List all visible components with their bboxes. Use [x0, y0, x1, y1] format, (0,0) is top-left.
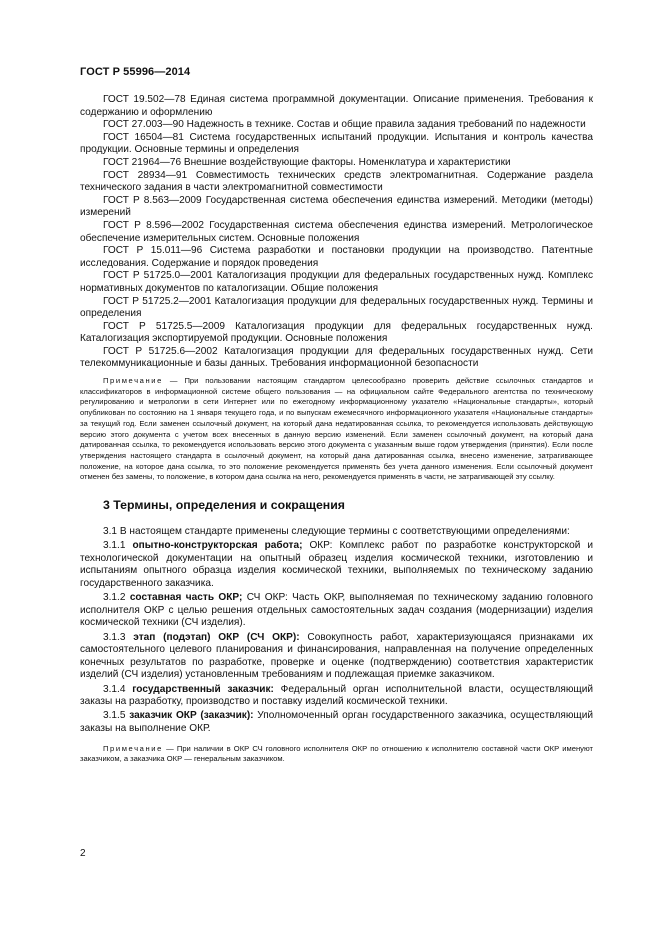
- term-number: 3.1.5: [103, 710, 126, 722]
- reference-item: ГОСТ 27.003—90 Надежность в технике. Состав и общие правила задания требований по надежности: [103, 119, 586, 131]
- term-text: Федеральный орган исполнительной власти, осуществляющий заказы на разработку, производство и поставку изделий космической техники.: [80, 683, 593, 708]
- term-definition: [80, 684, 593, 709]
- note-text: — При наличии в ОКР СЧ головного исполнителя ОКР по отношению к исполнителю составной части ОКР именуют заказчиком, а заказчика ОКР — генеральным заказчиком.: [80, 743, 593, 764]
- reference-item: ГОСТ 21964—76 Внешние воздействующие факторы. Номенклатура и характеристики: [103, 156, 511, 168]
- page-content: [80, 94, 593, 765]
- note-label: Примечание: [103, 376, 163, 386]
- note-label: Примечание: [103, 743, 163, 753]
- reference-item: ГОСТ Р 15.011—96 Система разработки и постановки продукции на производство. Патентные исследования. Содержание и порядок проведения: [80, 245, 593, 269]
- reference-item: ГОСТ Р 51725.5—2009 Каталогизация продукции для федеральных государственных нужд. Каталогизация экспортируемой продукции. Основные положения: [80, 320, 593, 345]
- note-text: — При пользовании настоящим стандартом целесообразно проверить действие ссылочных стандартов и классификаторов в информационной системе общего пользования — на официальном сайте Федерального агентства по техническому регулированию и метрологии в сети Интернет или по ежегодному информационному указателю «Национальные стандарты», который опубликован по состоянию на 1 января текущего года, и по выпускам ежемесячного информационного указателя «Национальные стандарты» за текущий год. Если заменен ссылочный документ, на который дана недатированная ссылка, то рекомендуется использовать действующую версию этого документа с учетом всех внесенных в данную версию изменений. Если заменен ссылочный документ, на который дана датированная ссылка, то рекомендуется использовать версию этого документа с указанным выше годом утверждения (принятия). Если после утверждения настоящего стандарта в ссылочный документ, на который дана датированная ссылка, внесено изменение, затрагивающее положение, на которое дана ссылка, то это положение рекомендуется применять без учета данного изменения. Если ссылочный документ отменен без замены, то положение, в котором дана ссылка на него, рекомендуется применять в части, не затрагивающей эту ссылку.: [80, 376, 593, 482]
- reference-item: ГОСТ 19.502—78 Единая система программной документации. Описание применения. Требования к содержанию и оформлению: [80, 94, 593, 118]
- term-name: государственный заказчик:: [132, 683, 274, 695]
- section-heading: 3 Термины, определения и сокращения: [103, 498, 345, 513]
- term-definition: [80, 540, 593, 590]
- document-header: ГОСТ Р 55996—2014: [80, 66, 191, 78]
- note-references: [80, 376, 593, 483]
- reference-item: ГОСТ Р 51725.0—2001 Каталогизация продукции для федеральных государственных нужд. Комплекс нормативных документов по каталогизации. Общие положения: [80, 270, 593, 294]
- reference-item: ГОСТ Р 8.563—2009 Государственная система обеспечения единства измерений. Методики (методы) измерений: [80, 194, 593, 219]
- term-text: ОКР: Комплекс работ по разработке конструкторской и технологической документации на опытный образец изделия космической техники, изготовлению и испытаниям опытного образца изделия космической техники, выполняемых по техническому заданию государственного заказчика.: [80, 540, 593, 590]
- term-name: опытно-конструкторская работа;: [132, 540, 303, 552]
- term-definition: [80, 632, 593, 682]
- term-text: СЧ ОКР: Часть ОКР, выполняемая по техническому заданию головного исполнителя ОКР с целью решения отдельных самостоятельных задач создания (модернизации) изделия космической техники (СЧ изделия).: [80, 592, 593, 629]
- term-name: этап (подэтап) ОКР (СЧ ОКР):: [133, 631, 300, 643]
- reference-item: ГОСТ Р 51725.6—2002 Каталогизация продукции для федеральных государственных нужд. Сети телекоммуникационные и базы данных. Требования информационной безопасности: [80, 345, 593, 370]
- note-terms: [80, 744, 593, 765]
- reference-item: ГОСТ Р 8.596—2002 Государственная система обеспечения единства измерений. Метрологическое обеспечение измерительных систем. Основные положения: [80, 219, 593, 244]
- term-name: составная часть ОКР;: [129, 592, 243, 604]
- term-name: заказчик ОКР (заказчик):: [129, 710, 254, 722]
- term-definition: [80, 592, 593, 630]
- terms-intro: 3.1 В настоящем стандарте применены следующие термины с соответствующими определениями:: [103, 526, 570, 538]
- term-text: Уполномоченный орган государственного заказчика, осуществляющий заказы на выполнение ОКР.: [80, 710, 593, 734]
- reference-item: ГОСТ 16504—81 Система государственных испытаний продукции. Испытания и контроль качества продукции. Основные термины и определения: [80, 131, 593, 156]
- references-list: [80, 94, 593, 371]
- reference-item: ГОСТ Р 51725.2—2001 Каталогизация продукции для федеральных государственных нужд. Термины и определения: [80, 295, 593, 320]
- term-number: 3.1.4: [103, 683, 126, 695]
- term-number: 3.1.3: [103, 631, 126, 643]
- term-number: 3.1.2: [103, 592, 126, 604]
- page-number: 2: [80, 848, 86, 859]
- term-definition: [80, 710, 593, 735]
- reference-item: ГОСТ 28934—91 Совместимость технических средств электромагнитная. Содержание раздела технического задания в части электромагнитной совместимости: [80, 169, 593, 194]
- term-text: Совокупность работ, характеризующаяся признаками их самостоятельного целевого планирования и финансирования, направленная на получение определенных конечных результатов по разработке, проверке и оценке (подтверждению) соответствия характеристик изделий (СЧ изделия) установленным требованиям и подлежащая приемке заказчиком.: [80, 631, 594, 681]
- term-number: 3.1.1: [103, 540, 126, 552]
